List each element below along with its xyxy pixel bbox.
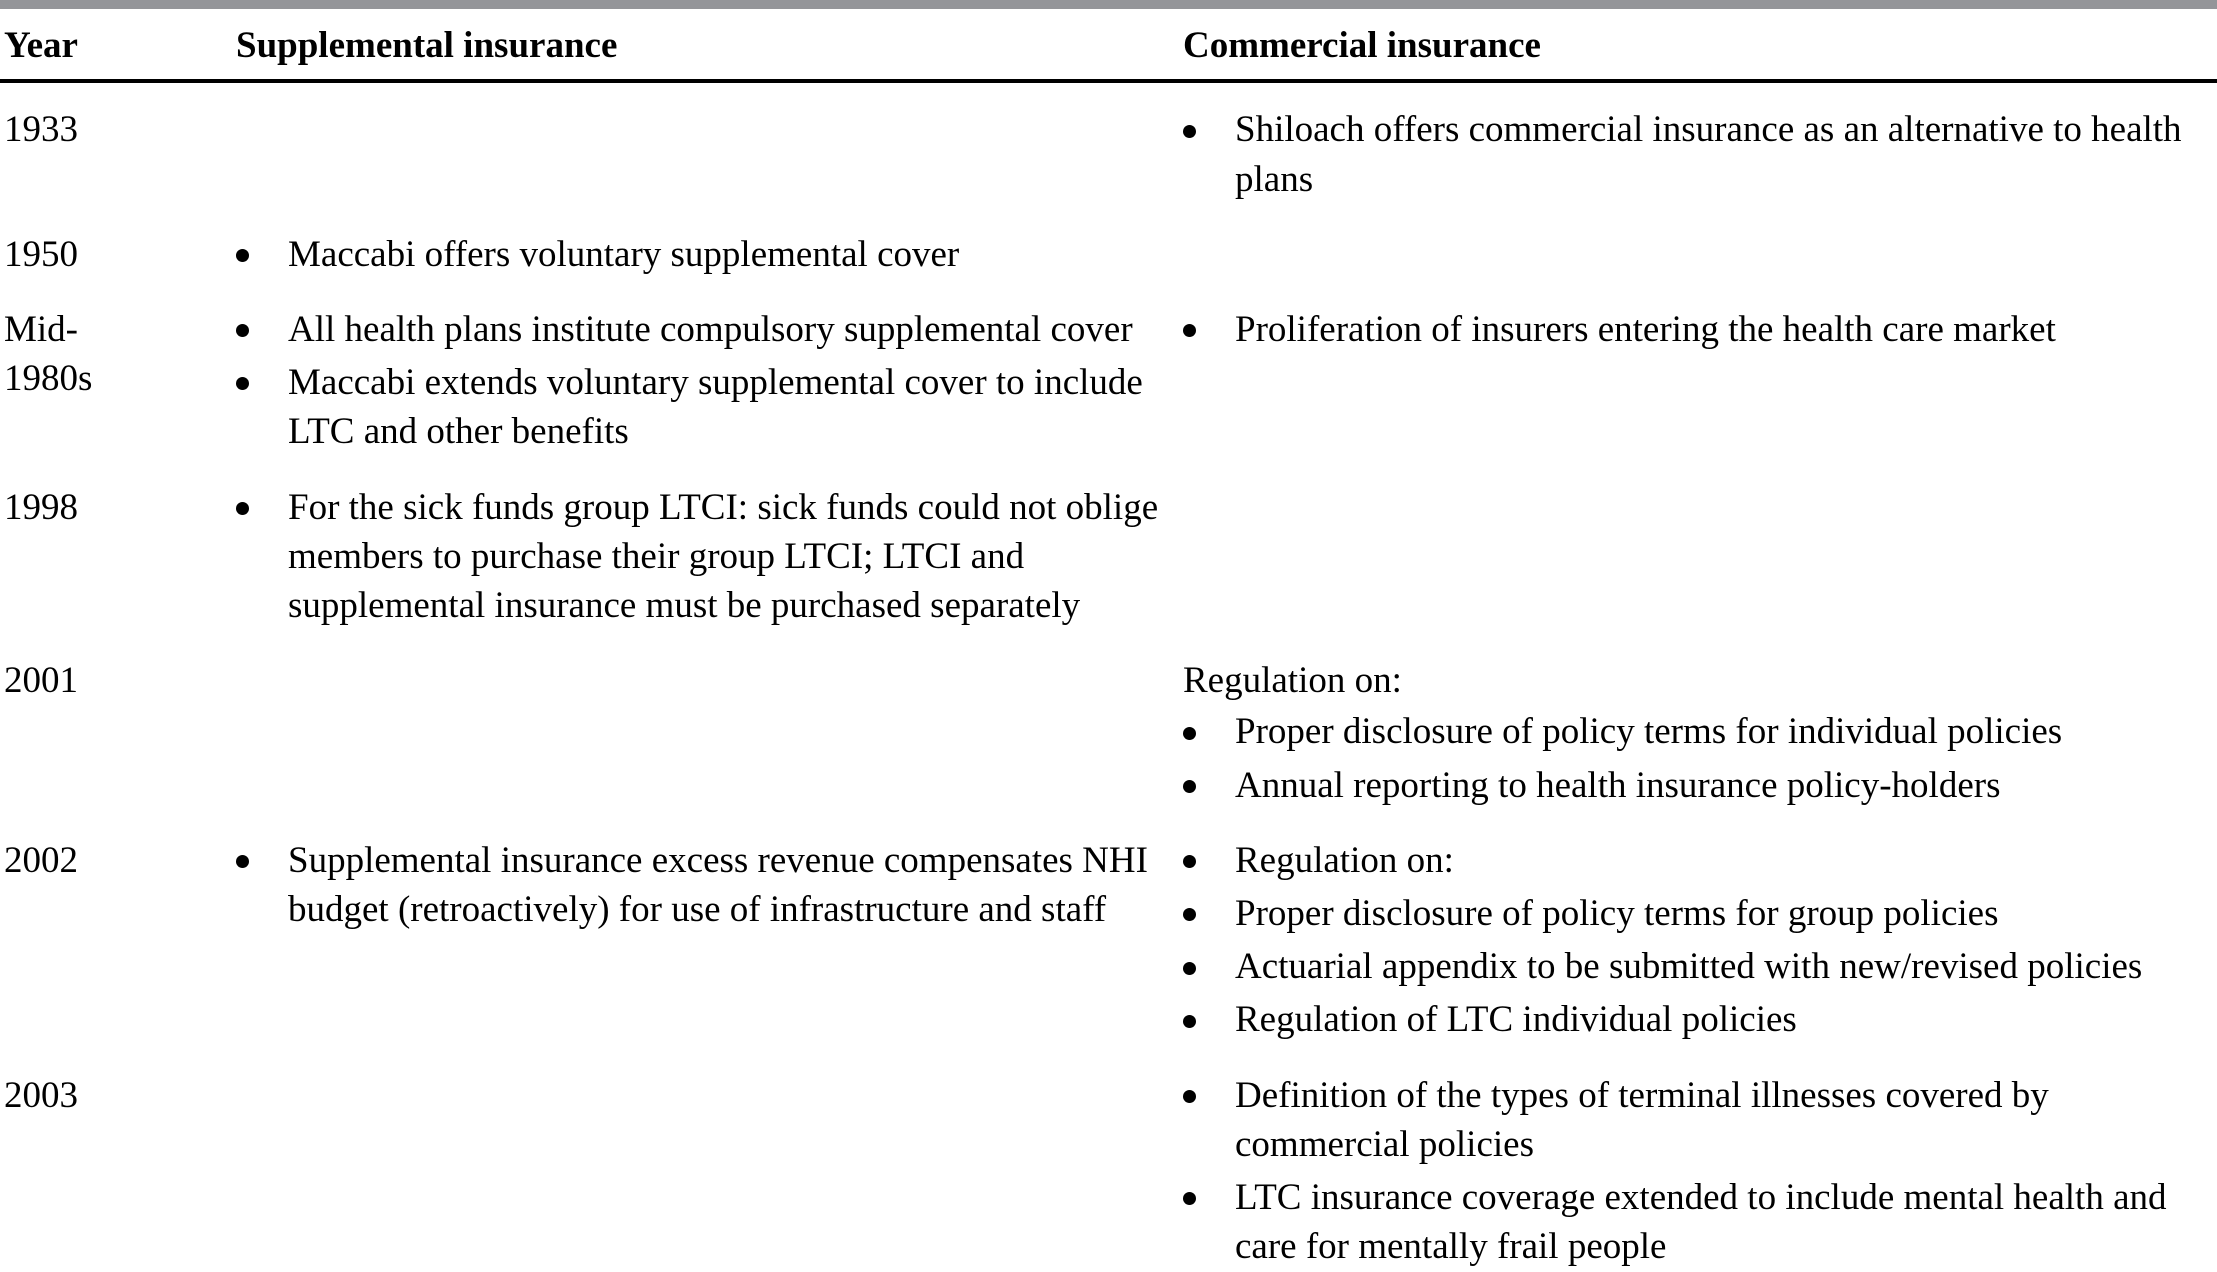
bullet-dot-icon	[1183, 125, 1196, 138]
year-label: 2001	[4, 660, 78, 702]
cell-commercial-insurance	[1183, 81, 2217, 203]
cell-year	[0, 204, 138, 279]
bullet-item	[236, 836, 1161, 934]
bullet-list	[1183, 836, 2207, 1045]
bullet-dot-icon	[236, 855, 249, 868]
bullet-item	[1183, 942, 2207, 991]
table-row	[0, 1045, 2217, 1272]
cell-year	[0, 630, 138, 810]
cell-supplemental-insurance	[138, 810, 1183, 1045]
bullet-text: Annual reporting to health insurance policy-holders	[1235, 764, 2001, 806]
cell-supplemental-insurance	[138, 81, 1183, 203]
bullet-list	[236, 836, 1161, 934]
bullet-item	[1183, 707, 2207, 756]
bullet-text: Definition of the types of terminal illnesses covered by commercial policies	[1235, 1074, 2049, 1165]
table-header	[0, 9, 2217, 81]
cell-commercial-insurance	[1183, 457, 2217, 631]
bullet-list	[1183, 1071, 2207, 1272]
cell-year	[0, 810, 138, 1045]
cell-supplemental-insurance	[138, 630, 1183, 810]
bullet-text: Maccabi offers voluntary supplemental cover	[288, 233, 960, 275]
cell-lead-text: Regulation on:	[1183, 660, 1402, 702]
bullet-dot-icon	[1183, 1015, 1196, 1028]
bullet-item	[1183, 995, 2207, 1044]
bullet-dot-icon	[1183, 324, 1196, 337]
bullet-text: Maccabi extends voluntary supplemental cover to include LTC and other benefits	[288, 362, 1143, 453]
bullet-item	[236, 358, 1161, 456]
insurance-timeline-table	[0, 9, 2217, 1272]
bullet-dot-icon	[1183, 1090, 1196, 1103]
year-label: 2003	[4, 1074, 78, 1116]
bullet-list	[236, 483, 1161, 631]
bullet-list	[1183, 707, 2207, 809]
bullet-dot-icon	[236, 377, 249, 390]
bullet-text: Proper disclosure of policy terms for group policies	[1235, 893, 1999, 935]
cell-year	[0, 81, 138, 203]
cell-year	[0, 457, 138, 631]
cell-commercial-insurance	[1183, 204, 2217, 279]
header-row	[0, 9, 2217, 81]
year-label: 1980s	[4, 358, 93, 400]
bullet-text: Regulation of LTC individual policies	[1235, 999, 1797, 1041]
year-label: 1933	[4, 109, 78, 151]
timeline-table-container	[0, 9, 2217, 1272]
bullet-text: Shiloach offers commercial insurance as an alternative to health plans	[1235, 109, 2182, 200]
table-row	[0, 810, 2217, 1045]
bullet-list	[236, 305, 1161, 457]
bullet-text: All health plans institute compulsory supplemental cover	[288, 309, 1133, 351]
bullet-dot-icon	[1183, 855, 1196, 868]
bullet-text: LTC insurance coverage extended to include mental health and care for mentally frail people	[1235, 1177, 2167, 1268]
bullet-item	[1183, 889, 2207, 938]
bullet-item	[1183, 105, 2207, 203]
cell-supplemental-insurance	[138, 279, 1183, 457]
year-label: Mid-	[4, 309, 78, 351]
bullet-dot-icon	[236, 502, 249, 515]
bullet-item	[236, 305, 1161, 354]
table-row	[0, 279, 2217, 457]
bullet-item	[236, 230, 1161, 279]
cell-commercial-insurance	[1183, 279, 2217, 457]
bullet-list	[1183, 105, 2207, 203]
bullet-item	[1183, 836, 2207, 885]
bullet-list	[1183, 305, 2207, 354]
cell-commercial-insurance	[1183, 1045, 2217, 1272]
column-header-supplemental-insurance: Supplemental insurance	[138, 9, 1183, 81]
top-decorative-rule	[0, 0, 2217, 9]
bullet-dot-icon	[236, 249, 249, 262]
bullet-text: Proliferation of insurers entering the health care market	[1235, 309, 2056, 351]
cell-commercial-insurance	[1183, 810, 2217, 1045]
table-row	[0, 457, 2217, 631]
table-row	[0, 81, 2217, 203]
cell-year	[0, 279, 138, 457]
bullet-list	[236, 230, 1161, 279]
year-label: 1998	[4, 486, 78, 528]
table-row	[0, 630, 2217, 810]
bullet-item	[236, 483, 1161, 631]
table-row	[0, 204, 2217, 279]
year-label: 1950	[4, 233, 78, 275]
bullet-item	[1183, 305, 2207, 354]
cell-supplemental-insurance	[138, 1045, 1183, 1272]
bullet-dot-icon	[1183, 780, 1196, 793]
column-header-year: Year	[0, 9, 138, 81]
column-header-commercial-insurance: Commercial insurance	[1183, 9, 2217, 81]
bullet-text: For the sick funds group LTCI: sick funds could not oblige members to purchase their group LTCI; LTCI and supplemental insurance must be purchased separately	[288, 486, 1159, 627]
bullet-item	[1183, 761, 2207, 810]
cell-supplemental-insurance	[138, 457, 1183, 631]
bullet-text: Actuarial appendix to be submitted with new/revised policies	[1235, 946, 2143, 988]
year-label: 2002	[4, 839, 78, 881]
bullet-text: Regulation on:	[1235, 839, 1454, 881]
bullet-dot-icon	[1183, 1192, 1196, 1205]
table-body	[0, 81, 2217, 1271]
bullet-item	[1183, 1071, 2207, 1169]
bullet-item	[1183, 1173, 2207, 1271]
bullet-dot-icon	[1183, 962, 1196, 975]
bullet-dot-icon	[1183, 908, 1196, 921]
cell-commercial-insurance	[1183, 630, 2217, 810]
cell-year	[0, 1045, 138, 1272]
bullet-text: Supplemental insurance excess revenue compensates NHI budget (retroactively) for use of infrastructure and staff	[288, 839, 1148, 931]
bullet-dot-icon	[1183, 727, 1196, 740]
bullet-dot-icon	[236, 324, 249, 337]
cell-supplemental-insurance	[138, 204, 1183, 279]
bullet-text: Proper disclosure of policy terms for individual policies	[1235, 711, 2063, 753]
